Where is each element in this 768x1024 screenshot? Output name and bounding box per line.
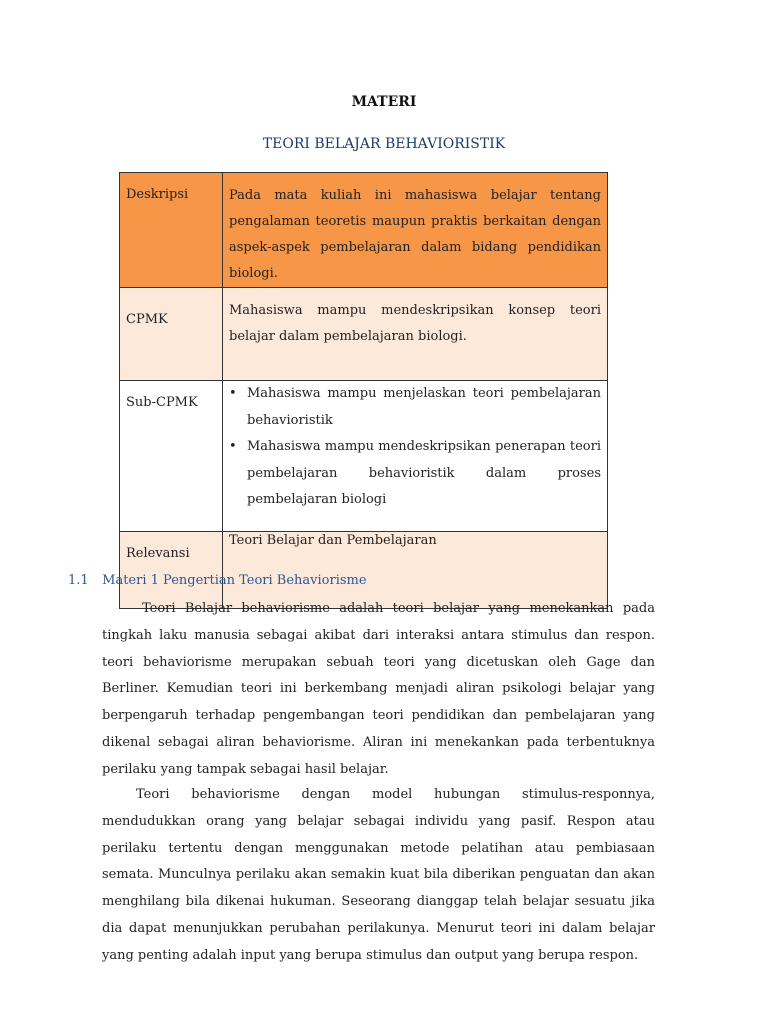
section-number: 1.1: [68, 573, 89, 588]
row-value-relevansi-text: Teori Belajar dan Pembelajaran: [229, 533, 437, 548]
paragraph-text: Teori behaviorisme dengan model hubungan stimulus-responnya, mendudukkan orang yang belajar sebagai individu yang pasif. Respon atau perilaku tertentu dengan menggunakan metode pelatihan atau pembiasaan semata. Munculnya perilaku akan semakin kuat bila diberikan penguatan dan akan menghilang bila dikenai hukuman. Seseorang dianggap telah belajar sesuatu jika dia dapat menunjukkan perubahan perilakunya. Menurut teori ini dalam belajar yang penting adalah input yang berupa stimulus dan output yang berupa respon.: [102, 787, 655, 963]
table-row-sub-cpmk: [120, 381, 608, 532]
document-title: MATERI: [351, 94, 417, 110]
row-label-cpmk: CPMK: [120, 288, 223, 381]
row-value-cpmk: Mahasiswa mampu mendeskripsikan konsep teori belajar dalam pembelajaran biologi.: [223, 288, 608, 381]
row-value-sub-cpmk: [223, 381, 608, 532]
paragraph-1: [102, 596, 655, 784]
row-label-deskripsi: Deskripsi: [120, 173, 223, 288]
row-value-deskripsi: Pada mata kuliah ini mahasiswa belajar tentang pengalaman teoretis maupun praktis berkaitan dengan aspek-aspek pembelajaran dalam bidang pendidikan biologi.: [223, 173, 608, 288]
sub-cpmk-bullet-list: [229, 381, 601, 514]
paragraph-2: [102, 782, 655, 970]
section-heading: [68, 573, 367, 588]
course-info-table: [119, 172, 608, 609]
table-row-deskripsi: [120, 173, 608, 288]
paragraph-text: Teori Belajar behaviorisme adalah teori belajar yang menekankan pada tingkah laku manusia sebagai akibat dari interaksi antara stimulus dan respon. teori behaviorisme merupakan sebuah teori yang dicetuskan oleh Gage dan Berliner. Kemudian teori ini berkembang menjadi aliran psikologi belajar yang berpengaruh terhadap pengembangan teori pendidikan dan pembelajaran yang dikenal sebagai aliran behaviorisme. Aliran ini menekankan pada terbentuknya perilaku yang tampak sebagai hasil belajar.: [102, 601, 655, 777]
row-label-sub-cpmk: Sub-CPMK: [120, 381, 223, 532]
table-row-cpmk: [120, 288, 608, 381]
section-title: Materi 1 Pengertian Teori Behaviorisme: [102, 573, 367, 588]
document-subtitle: TEORI BELAJAR BEHAVIORISTIK: [262, 136, 506, 152]
sub-cpmk-bullet-item: • Mahasiswa mampu mendeskripsikan penerapan teori pembelajaran behavioristik dalam proses pembelajaran biologi: [229, 434, 601, 514]
sub-cpmk-bullet-item: • Mahasiswa mampu menjelaskan teori pembelajaran behavioristik: [229, 381, 601, 434]
row-label-relevansi-text: Relevansi: [126, 546, 190, 561]
